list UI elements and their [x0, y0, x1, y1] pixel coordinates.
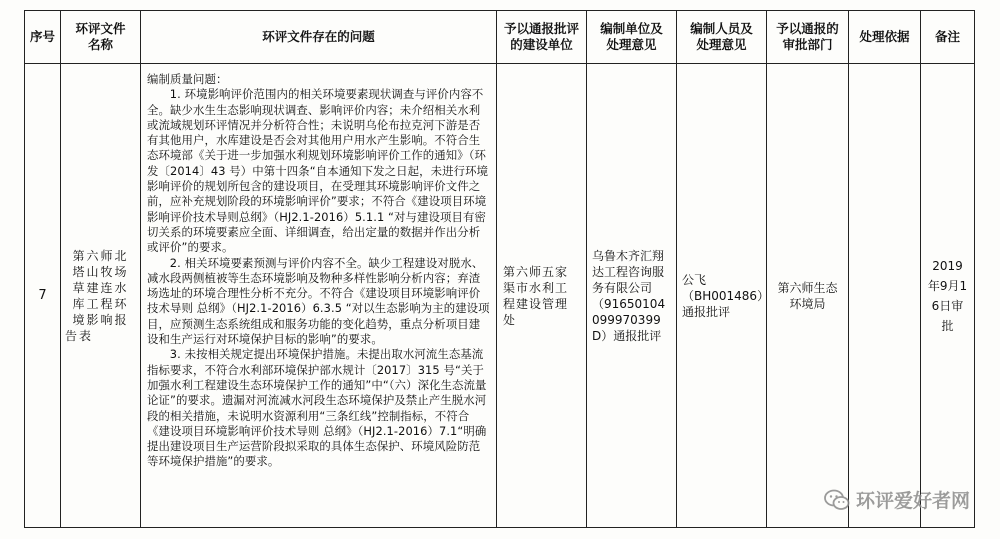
problem-item-2: 2. 相关环境要素预测与评价内容不全。缺少工程建设对脱水、减水段两侧植被等生态环境影响及物种多样性影响分析内容；弃渣场选址的环境合理性分析不充分。不符合《建设项目环境影响评价技术导则 总纲》（HJ2.1-2016）6.3.5 “对以生态影响为主的建设项目，应预测生态系统组成和服务功能的变化趋势，重点分析项目建设和生产运行对环境保护目标的影响”的要求。 [147, 255, 490, 347]
cell-document-name [61, 64, 141, 528]
header-problems [141, 11, 497, 64]
header-approver-line2: 审批部门 [782, 37, 833, 52]
problem-heading: 编制质量问题： [147, 72, 228, 86]
cell-compiler [587, 64, 677, 528]
problem-item-1: 1. 环境影响评价范围内的相关环境要素现状调查与评价内容不全。缺少水生生态影响现状调查、影响评价内容；未介绍相关水利或流域规划环评情况并分析符合性；未说明乌伦布拉克河下游是否有其他用户，水库建设是否会对其他用户用水产生影响。不符合生态环境部《关于进一步加强水利规划环境影响评价工作的通知》（环发〔2014〕43 号）中第十四条“自本通知下发之日起，未进行环境影响评价的规划所包含的建设项目，在受理其环境影响评价文件之前，应补充规划阶段的环境影响评价”要求；不符合《建设项目环境影响评价技术导则总纲》（HJ2.1-2016）5.1.1 “对与建设项目有密切关系的环境要素应全面、详细调查，给出定量的数据并作出分析或评价”的要求。 [147, 87, 489, 255]
name-line: 第六师北 [72, 248, 129, 263]
cell-seq: 7 [25, 64, 61, 528]
header-unit-line2: 的建设单位 [510, 37, 573, 52]
header-person-line1: 编制人员及 [690, 21, 753, 36]
name-line: 草建连水 [72, 280, 129, 295]
remark-text: 2019年9月16日审批 [927, 258, 968, 333]
table-row [25, 64, 975, 528]
header-basis [849, 11, 921, 64]
cell-remark [921, 64, 975, 528]
header-remark [921, 11, 975, 64]
header-compiler-line2: 处理意见 [606, 37, 657, 52]
problem-item-3: 3. 未按相关规定提出环境保护措施。未提出取水河流生态基流指标要求，不符合水利部环境保护部水规计〔2017〕315 号“关于加强水利工程建设生态环境保护工作的通知”中“（六）深化生态流量论证”的要求。遗漏对河流减水河段生态环境保护及禁止产生脱水河段的相关措施，未说明水资源利用“三条红线”控制指标，不符合《建设项目环境影响评价技术导则 总纲》（HJ2.1-2016）7.1“明确提出建设项目生产运营阶段拟采取的具体生态保护、环境风险防范等环境保护措施”的要求。 [147, 347, 487, 469]
header-name [61, 11, 141, 64]
wechat-icon [824, 489, 850, 511]
review-table [24, 10, 975, 528]
header-unit [497, 11, 587, 64]
name-line: 库工程环 [72, 296, 129, 311]
name-line: 塔山牧场 [72, 264, 129, 279]
name-line: 境影响报 [72, 312, 129, 327]
header-approver-line1: 予以通报的 [776, 21, 839, 36]
header-compiler [587, 11, 677, 64]
header-compiler-line1: 编制单位及 [600, 21, 663, 36]
approver-text: 第六师生态环境局 [777, 280, 838, 311]
cell-construction-unit [497, 64, 587, 528]
header-remark-label: 备注 [934, 29, 960, 44]
header-name-line2: 名称 [87, 37, 113, 52]
header-approver [767, 11, 849, 64]
header-person [677, 11, 767, 64]
cell-basis [849, 64, 921, 528]
construction-unit-text: 第六师五家渠市水利工程建设管理处 [503, 264, 569, 327]
compiler-text: 乌鲁木齐汇翔达工程咨询服务有限公司（91650104099970399D）通报批评 [592, 248, 666, 343]
header-problems-label: 环评文件存在的问题 [262, 29, 375, 44]
header-person-line2: 处理意见 [696, 37, 747, 52]
watermark [824, 486, 970, 513]
name-line: 告表 [65, 328, 94, 343]
header-unit-line1: 予以通报批评 [503, 21, 579, 36]
header-basis-label: 处理依据 [859, 29, 910, 44]
header-seq [25, 11, 61, 64]
cell-problems [141, 64, 497, 528]
cell-approver [767, 64, 849, 528]
header-seq-label: 序号 [29, 29, 55, 44]
cell-person [677, 64, 770, 528]
header-name-line1: 环评文件 [75, 21, 126, 36]
header-row [25, 11, 975, 64]
watermark-text: 环评爱好者网 [855, 490, 970, 512]
person-text: 公飞（BH001486）通报批评 [682, 272, 770, 319]
